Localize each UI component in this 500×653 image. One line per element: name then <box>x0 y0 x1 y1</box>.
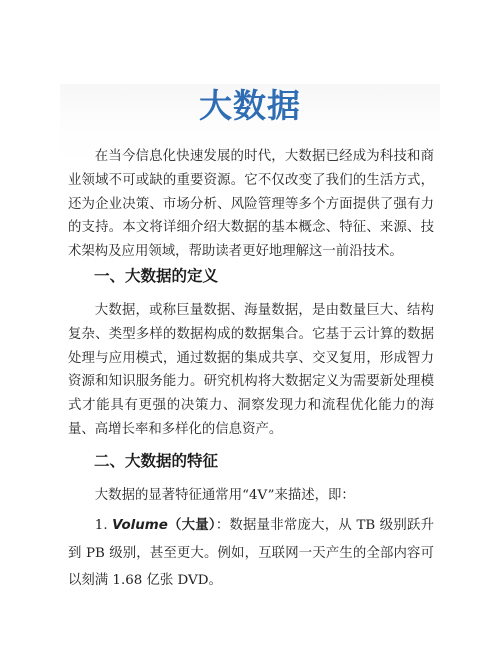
intro-paragraph: 在当今信息化快速发展的时代，大数据已经成为科技和商业领域不可或缺的重要资源。它不仅改变了我们的生活方式，还为企业决策、市场分析、风险管理等多个方面提供了强有力的支持。本文将详细介绍大数据的基本概念、特征、来源、技术架构及应用领域，帮助读者更好地理解这一前沿技术。 <box>68 149 434 260</box>
section-heading-definition: 一、大数据的定义 <box>94 267 219 285</box>
feature-item-volume <box>68 512 434 595</box>
section-heading-features: 二、大数据的特征 <box>94 452 219 470</box>
feature-item-text: ：数据量非常庞大，从 TB 级别跃升到 PB 级别，甚至更大。例如，互联网一天产生的全部内容可以刻满 1.68 亿张 DVD。 <box>68 518 434 588</box>
features-intro-paragraph: 大数据的显著特征通常用“4V”来描述，即： <box>94 488 355 503</box>
document-title: 大数据 <box>199 86 301 125</box>
feature-item-number: 1. <box>94 518 108 533</box>
definition-paragraph: 大数据，或称巨量数据、海量数据，是由数量巨大、结构复杂、类型多样的数据构成的数据集合。它基于云计算的数据处理与应用模式，通过数据的集成共享、交叉复用，形成智力资源和知识服务能力。研究机构将大数据定义为需要新处理模式才能具有更强的决策力、洞察发现力和流程优化能力的海量、高增长率和多样化的信息资产。 <box>68 303 434 437</box>
feature-term-cn: （大量） <box>167 518 216 533</box>
feature-term-en: Volume <box>112 518 168 533</box>
